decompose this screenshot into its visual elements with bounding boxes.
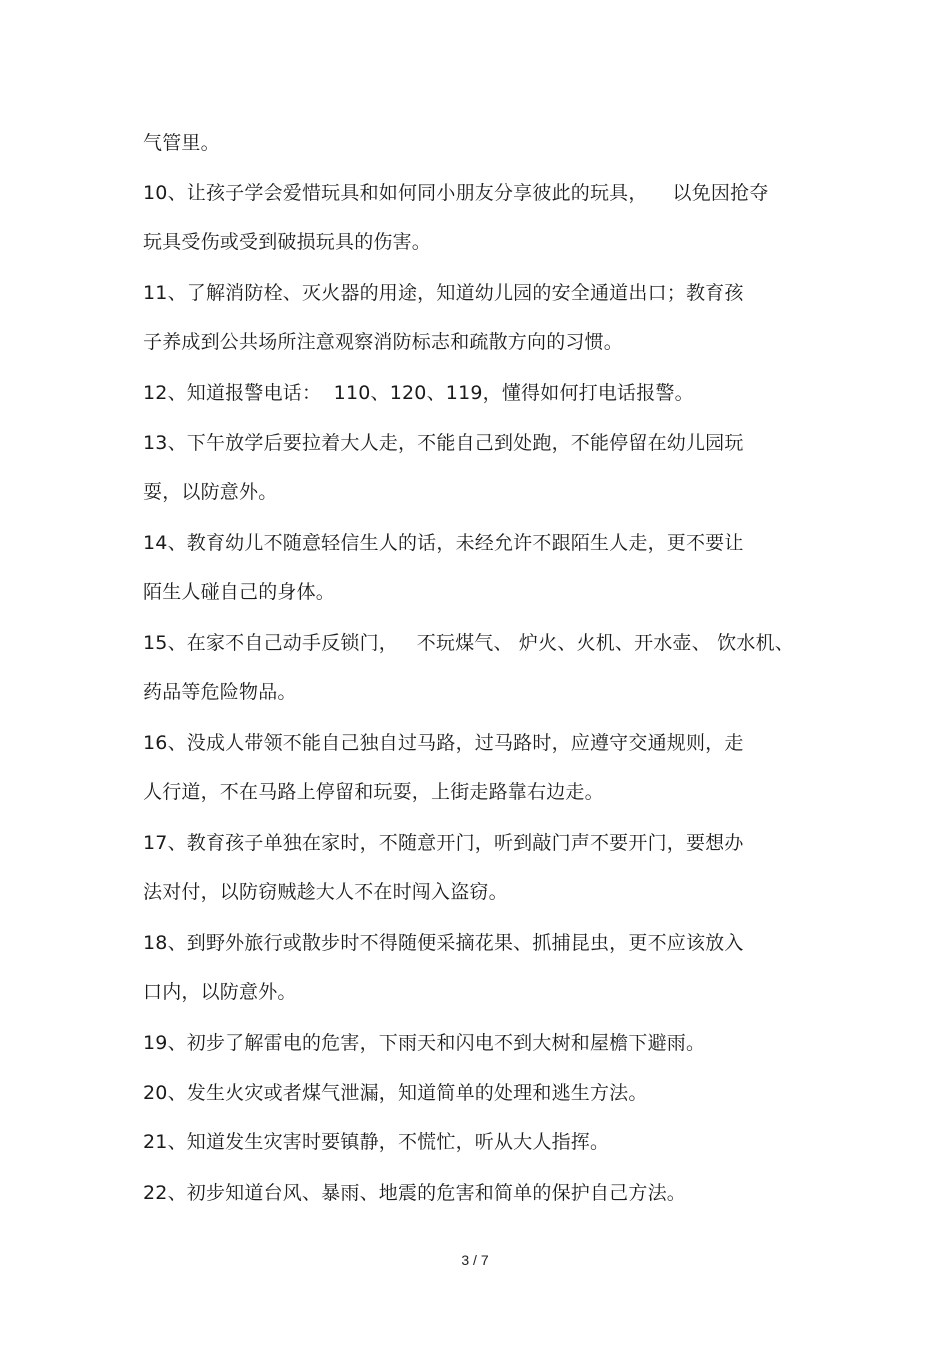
text-line: 子养成到公共场所注意观察消防标志和疏散方向的习惯。 xyxy=(143,331,624,353)
text-line: 11、了解消防栓、灭火器的用途，知道幼儿园的安全通道出口；教育孩 xyxy=(143,282,744,304)
text-line: 16、没成人带领不能自己独自过马路，过马路时，应遵守交通规则，走 xyxy=(143,732,744,754)
text-line: 10、让孩子学会爱惜玩具和如何同小朋友分享彼此的玩具， 以免因抢夺 xyxy=(143,182,769,204)
text-line: 18、到野外旅行或散步时不得随便采摘花果、抓捕昆虫，更不应该放入 xyxy=(143,932,744,954)
text-line: 法对付，以防窃贼趁大人不在时闯入盗窃。 xyxy=(143,881,508,903)
text-line: 13、下午放学后要拉着大人走，不能自己到处跑，不能停留在幼儿园玩 xyxy=(143,432,744,454)
text-line: 耍，以防意外。 xyxy=(143,481,278,503)
text-line: 17、教育孩子单独在家时，不随意开门，听到敲门声不要开门，要想办 xyxy=(143,832,744,854)
text-line: 22、初步知道台风、暴雨、地震的危害和简单的保护自己方法。 xyxy=(143,1182,686,1204)
text-line: 口内，以防意外。 xyxy=(143,981,297,1003)
text-line: 人行道，不在马路上停留和玩耍，上街走路靠右边走。 xyxy=(143,781,604,803)
text-line: 药品等危险物品。 xyxy=(143,681,297,703)
text-line: 21、知道发生灾害时要镇静，不慌忙，听从大人指挥。 xyxy=(143,1131,610,1153)
text-line: 气管里。 xyxy=(143,132,220,154)
text-line: 15、在家不自己动手反锁门， 不玩煤气、 炉火、火机、开水壶、 饮水机、 xyxy=(143,632,794,654)
page-number: 3 / 7 xyxy=(461,1252,489,1268)
text-line: 陌生人碰自己的身体。 xyxy=(143,581,336,603)
text-line: 19、初步了解雷电的危害，下雨天和闪电不到大树和屋檐下避雨。 xyxy=(143,1032,706,1054)
text-line: 14、教育幼儿不随意轻信生人的话，未经允许不跟陌生人走，更不要让 xyxy=(143,532,744,554)
text-line: 20、发生火灾或者煤气泄漏，知道简单的处理和逃生方法。 xyxy=(143,1082,648,1104)
text-line: 玩具受伤或受到破损玩具的伤害。 xyxy=(143,231,432,253)
text-line: 12、知道报警电话： 110、120、119，懂得如何打电话报警。 xyxy=(143,382,694,404)
